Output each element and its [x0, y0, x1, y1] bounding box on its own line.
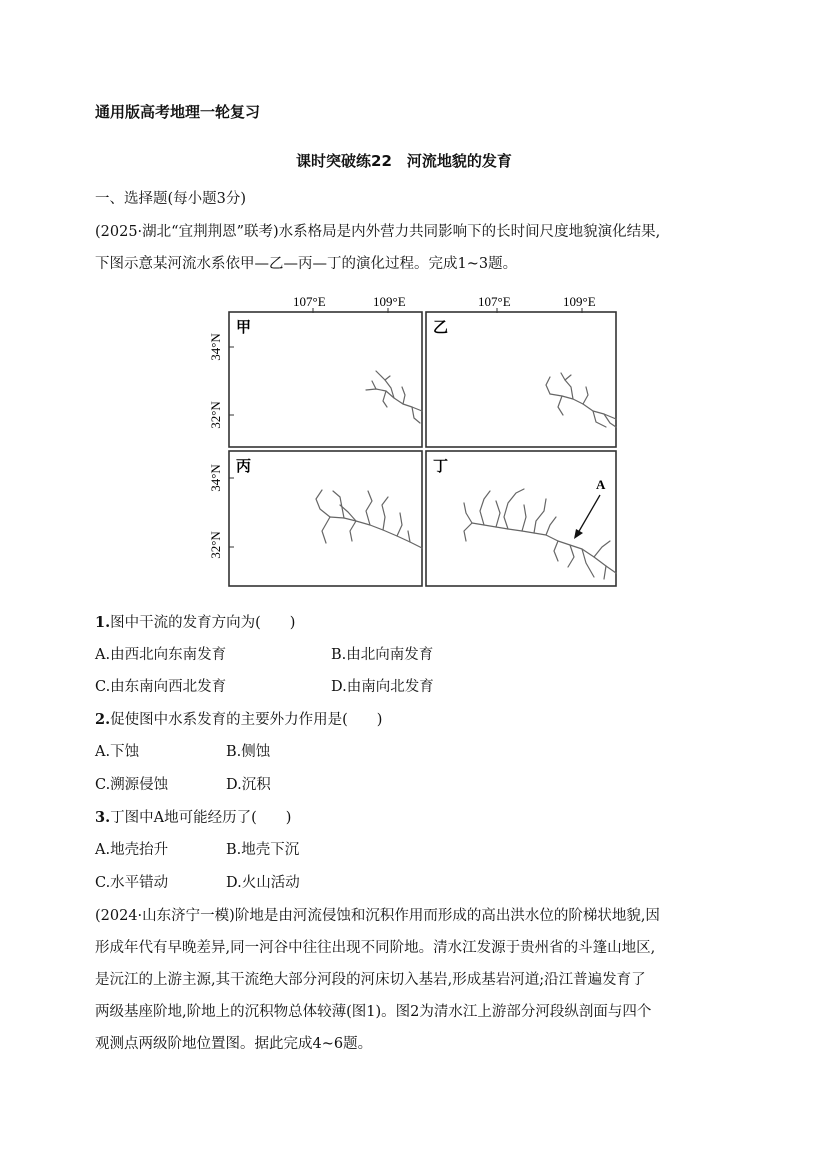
marker-a-arrowhead [574, 529, 583, 539]
river-path [558, 396, 563, 415]
option-b: B.地壳下沉 [226, 842, 300, 858]
river-path [565, 375, 571, 380]
river-path [322, 517, 330, 543]
question-text: 丁图中A地可能经历了( ) [110, 810, 292, 826]
panel-frame [426, 312, 616, 447]
panel-label-bing: 丙 [236, 459, 252, 475]
river-path [316, 490, 330, 517]
option-b: B.侧蚀 [226, 744, 271, 760]
lat-label-32: 32°N [208, 531, 223, 559]
river-path [522, 505, 526, 531]
river-path [472, 523, 616, 573]
river-path [546, 517, 556, 535]
river-path [504, 489, 524, 529]
passage1-line: 下图示意某河流水系依甲—乙—丙—丁的演化过程。完成1~3题。 [95, 256, 518, 272]
river-path [350, 521, 356, 541]
river-path [408, 531, 410, 542]
passage2-line: 两级基座阶地,阶地上的沉积物总体较薄(图1)。图2为清水江上游部分河段纵剖面与四个 [95, 1004, 652, 1020]
question-text: 促使图中水系发育的主要外力作用是( ) [110, 712, 383, 728]
question-number: 1. [95, 614, 111, 631]
lon-label-109: 109°E [373, 294, 406, 309]
river-path [561, 373, 573, 399]
river-path [464, 523, 472, 541]
option-a: A.由西北向东南发育 [95, 647, 227, 663]
section-heading: 一、选择题(每小题3分) [95, 191, 247, 207]
option-d: D.沉积 [226, 777, 271, 793]
river-path [333, 491, 344, 518]
question-1-stem [95, 611, 295, 632]
river-path [554, 541, 558, 561]
river-path [383, 391, 387, 407]
option-b: B.由北向南发育 [331, 647, 434, 663]
panel-frame [229, 312, 422, 447]
marker-a-label: A [596, 477, 606, 492]
question-number: 2. [95, 711, 111, 728]
river-path [546, 377, 550, 394]
option-d: D.火山活动 [226, 875, 300, 891]
option-a: A.地壳抬升 [95, 842, 169, 858]
panel-frame [229, 451, 422, 586]
river-path [385, 376, 390, 380]
option-a: A.下蚀 [95, 744, 140, 760]
lon-label-107: 107°E [478, 294, 511, 309]
book-title: 通用版高考地理一轮复习 [95, 103, 261, 121]
river-path [382, 497, 388, 530]
river-path [568, 545, 574, 567]
lat-label-32: 32°N [208, 401, 223, 429]
river-path [534, 499, 546, 533]
river-path [366, 389, 422, 411]
option-c: C.由东南向西北发育 [95, 679, 227, 695]
river-path [366, 491, 372, 525]
lat-label-34: 34°N [208, 333, 223, 361]
question-3-stem [95, 806, 291, 827]
option-d: D.由南向北发育 [331, 679, 434, 695]
lat-label-34: 34°N [208, 464, 223, 492]
river-path [550, 394, 616, 419]
option-c: C.水平错动 [95, 875, 169, 891]
river-path [604, 566, 606, 579]
drainage-evolution-figure [190, 285, 630, 595]
lon-label-109: 109°E [563, 294, 596, 309]
question-2-stem [95, 708, 382, 729]
panel-label-jia: 甲 [236, 320, 252, 336]
passage1-line: (2025·湖北“宜荆荆恩”联考)水系格局是内外营力共同影响下的长时间尺度地貌演化结果, [95, 224, 661, 240]
river-path [583, 387, 588, 404]
option-c: C.溯源侵蚀 [95, 777, 169, 793]
panel-label-yi: 乙 [433, 320, 449, 336]
river-path [496, 501, 500, 527]
river-path [402, 387, 405, 404]
question-number: 3. [95, 809, 111, 826]
river-path [397, 513, 402, 536]
passage2-line: 观测点两级阶地位置图。据此完成4~6题。 [95, 1036, 373, 1052]
passage2-line: 形成年代有早晚差异,同一河谷中往往出现不同阶地。清水江发源于贵州省的斗篷山地区, [95, 940, 656, 956]
river-path [480, 491, 490, 525]
river-path [372, 381, 376, 389]
passage2-line: (2024·山东济宁一模)阶地是由河流侵蚀和沉积作用而形成的高出洪水位的阶梯状地貌,因 [95, 908, 660, 924]
passage2-line: 是沅江的上游主源,其干流绝大部分河段的河床切入基岩,形成基岩河道;沿江普遍发育了 [95, 972, 646, 988]
page-title: 课时突破练22 河流地貌的发育 [296, 152, 512, 170]
question-text: 图中干流的发育方向为( ) [110, 615, 296, 631]
river-path [594, 541, 610, 557]
river-path [464, 503, 472, 523]
panel-label-ding: 丁 [433, 459, 449, 475]
lon-label-107: 107°E [293, 294, 326, 309]
marker-a-arrow-line [578, 495, 600, 533]
